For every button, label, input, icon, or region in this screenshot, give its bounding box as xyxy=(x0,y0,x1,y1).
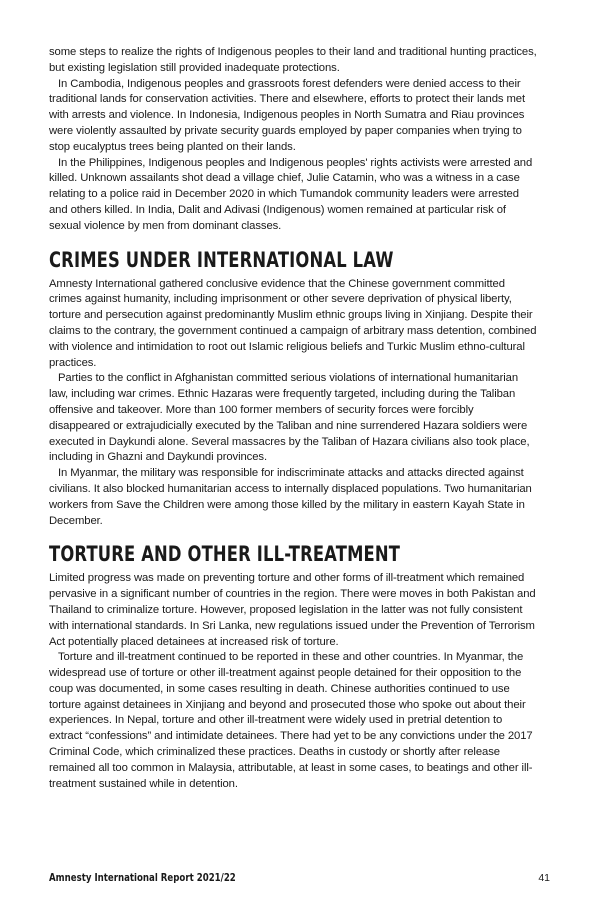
crimes-paragraph-2: Parties to the conflict in Afghanistan committed serious violations of international humanitarian law, including war crimes. Ethnic Hazaras were frequently targeted, including during the Taliban offensive and takeover. More than 100 former members of security forces were forcibly disappeared or extrajudicially executed by the Taliban and nine surrendered Hazara soldiers were executed in Daykundi alone. Several massacres by the Taliban of Hazara civilians also took place, including in Ghazni and Daykundi provinces. xyxy=(49,372,530,464)
intro-paragraph-1: some steps to realize the rights of Indigenous peoples to their land and traditional hunting practices, but existing legislation still provided inadequate protections. xyxy=(49,46,537,74)
footer-publication-title: Amnesty International Report 2021/22 xyxy=(49,872,236,884)
torture-paragraph-2: Torture and ill-treatment continued to be reported in these and other countries. In Myanmar, the widespread use of torture or other ill-treatment against people detained for their opposition to the coup was documented, in some cases resulting in death. Chinese authorities continued to use torture against detainees in Xinjiang and beyond and prosecuted those who spoke out about their experiences. In Nepal, torture and other ill-treatment were widely used in pretrial detention to extract “confessions” and intimidate detainees. There had yet to be any convictions under the 2017 Criminal Code, which criminalized these practices. Deaths in custody or shortly after release remained all too common in Malaysia, attributable, at least in some cases, to beatings and other ill-treatment sustained while in detention. xyxy=(49,651,533,790)
intro-paragraph-3: In the Philippines, Indigenous peoples and Indigenous peoples' rights activists were arrested and killed. Unknown assailants shot dead a village chief, Julie Catamin, who was a witness in a case relating to a police raid in December 2020 in which Tumandok community leaders were arrested and others killed. In India, Dalit and Adivasi (Indigenous) women remained at particular risk of sexual violence by men from dominant classes. xyxy=(49,156,533,232)
footer-page-number: 41 xyxy=(538,872,550,884)
crimes-paragraph-1: Amnesty International gathered conclusive evidence that the Chinese government committed crimes against humanity, including imprisonment or other severe deprivation of physical liberty, torture and persecution against predominantly Muslim ethnic groups living in Xinjiang. Despite their claims to the contrary, the government continued a campaign of arbitrary mass detention, combined with violence and intimidation to root out Islamic religious beliefs and Turkic Muslim ethno-cultural practices. xyxy=(49,277,537,369)
crimes-paragraph-3: In Myanmar, the military was responsible for indiscriminate attacks and attacks directed against civilians. It also blocked humanitarian access to internally displaced populations. Two humanitarian workers from Save the Children were among those killed by the military in eastern Kayah State in December. xyxy=(49,467,532,527)
section-heading-torture: TORTURE AND OTHER ILL-TREATMENT xyxy=(49,542,401,567)
section-heading-crimes: CRIMES UNDER INTERNATIONAL LAW xyxy=(49,247,394,272)
intro-paragraph-2: In Cambodia, Indigenous peoples and grassroots forest defenders were denied access to their traditional lands for conservation activities. There and elsewhere, efforts to protect their lands met with arrests and violence. In Indonesia, Indigenous peoples in North Sumatra and Riau provinces were violently assaulted by private security guards employed by paper companies when trying to stop eucalyptus trees being planted on their lands. xyxy=(49,77,526,153)
page-body xyxy=(49,45,537,792)
torture-paragraph-1: Limited progress was made on preventing torture and other forms of ill-treatment which remained pervasive in a significant number of countries in the region. There were moves in both Pakistan and Thailand to criminalize torture. However, proposed legislation in the latter was not fully consistent with international standards. In Sri Lanka, new regulations issued under the Prevention of Terrorism Act potentially placed detainees at increased risk of torture. xyxy=(49,572,536,648)
